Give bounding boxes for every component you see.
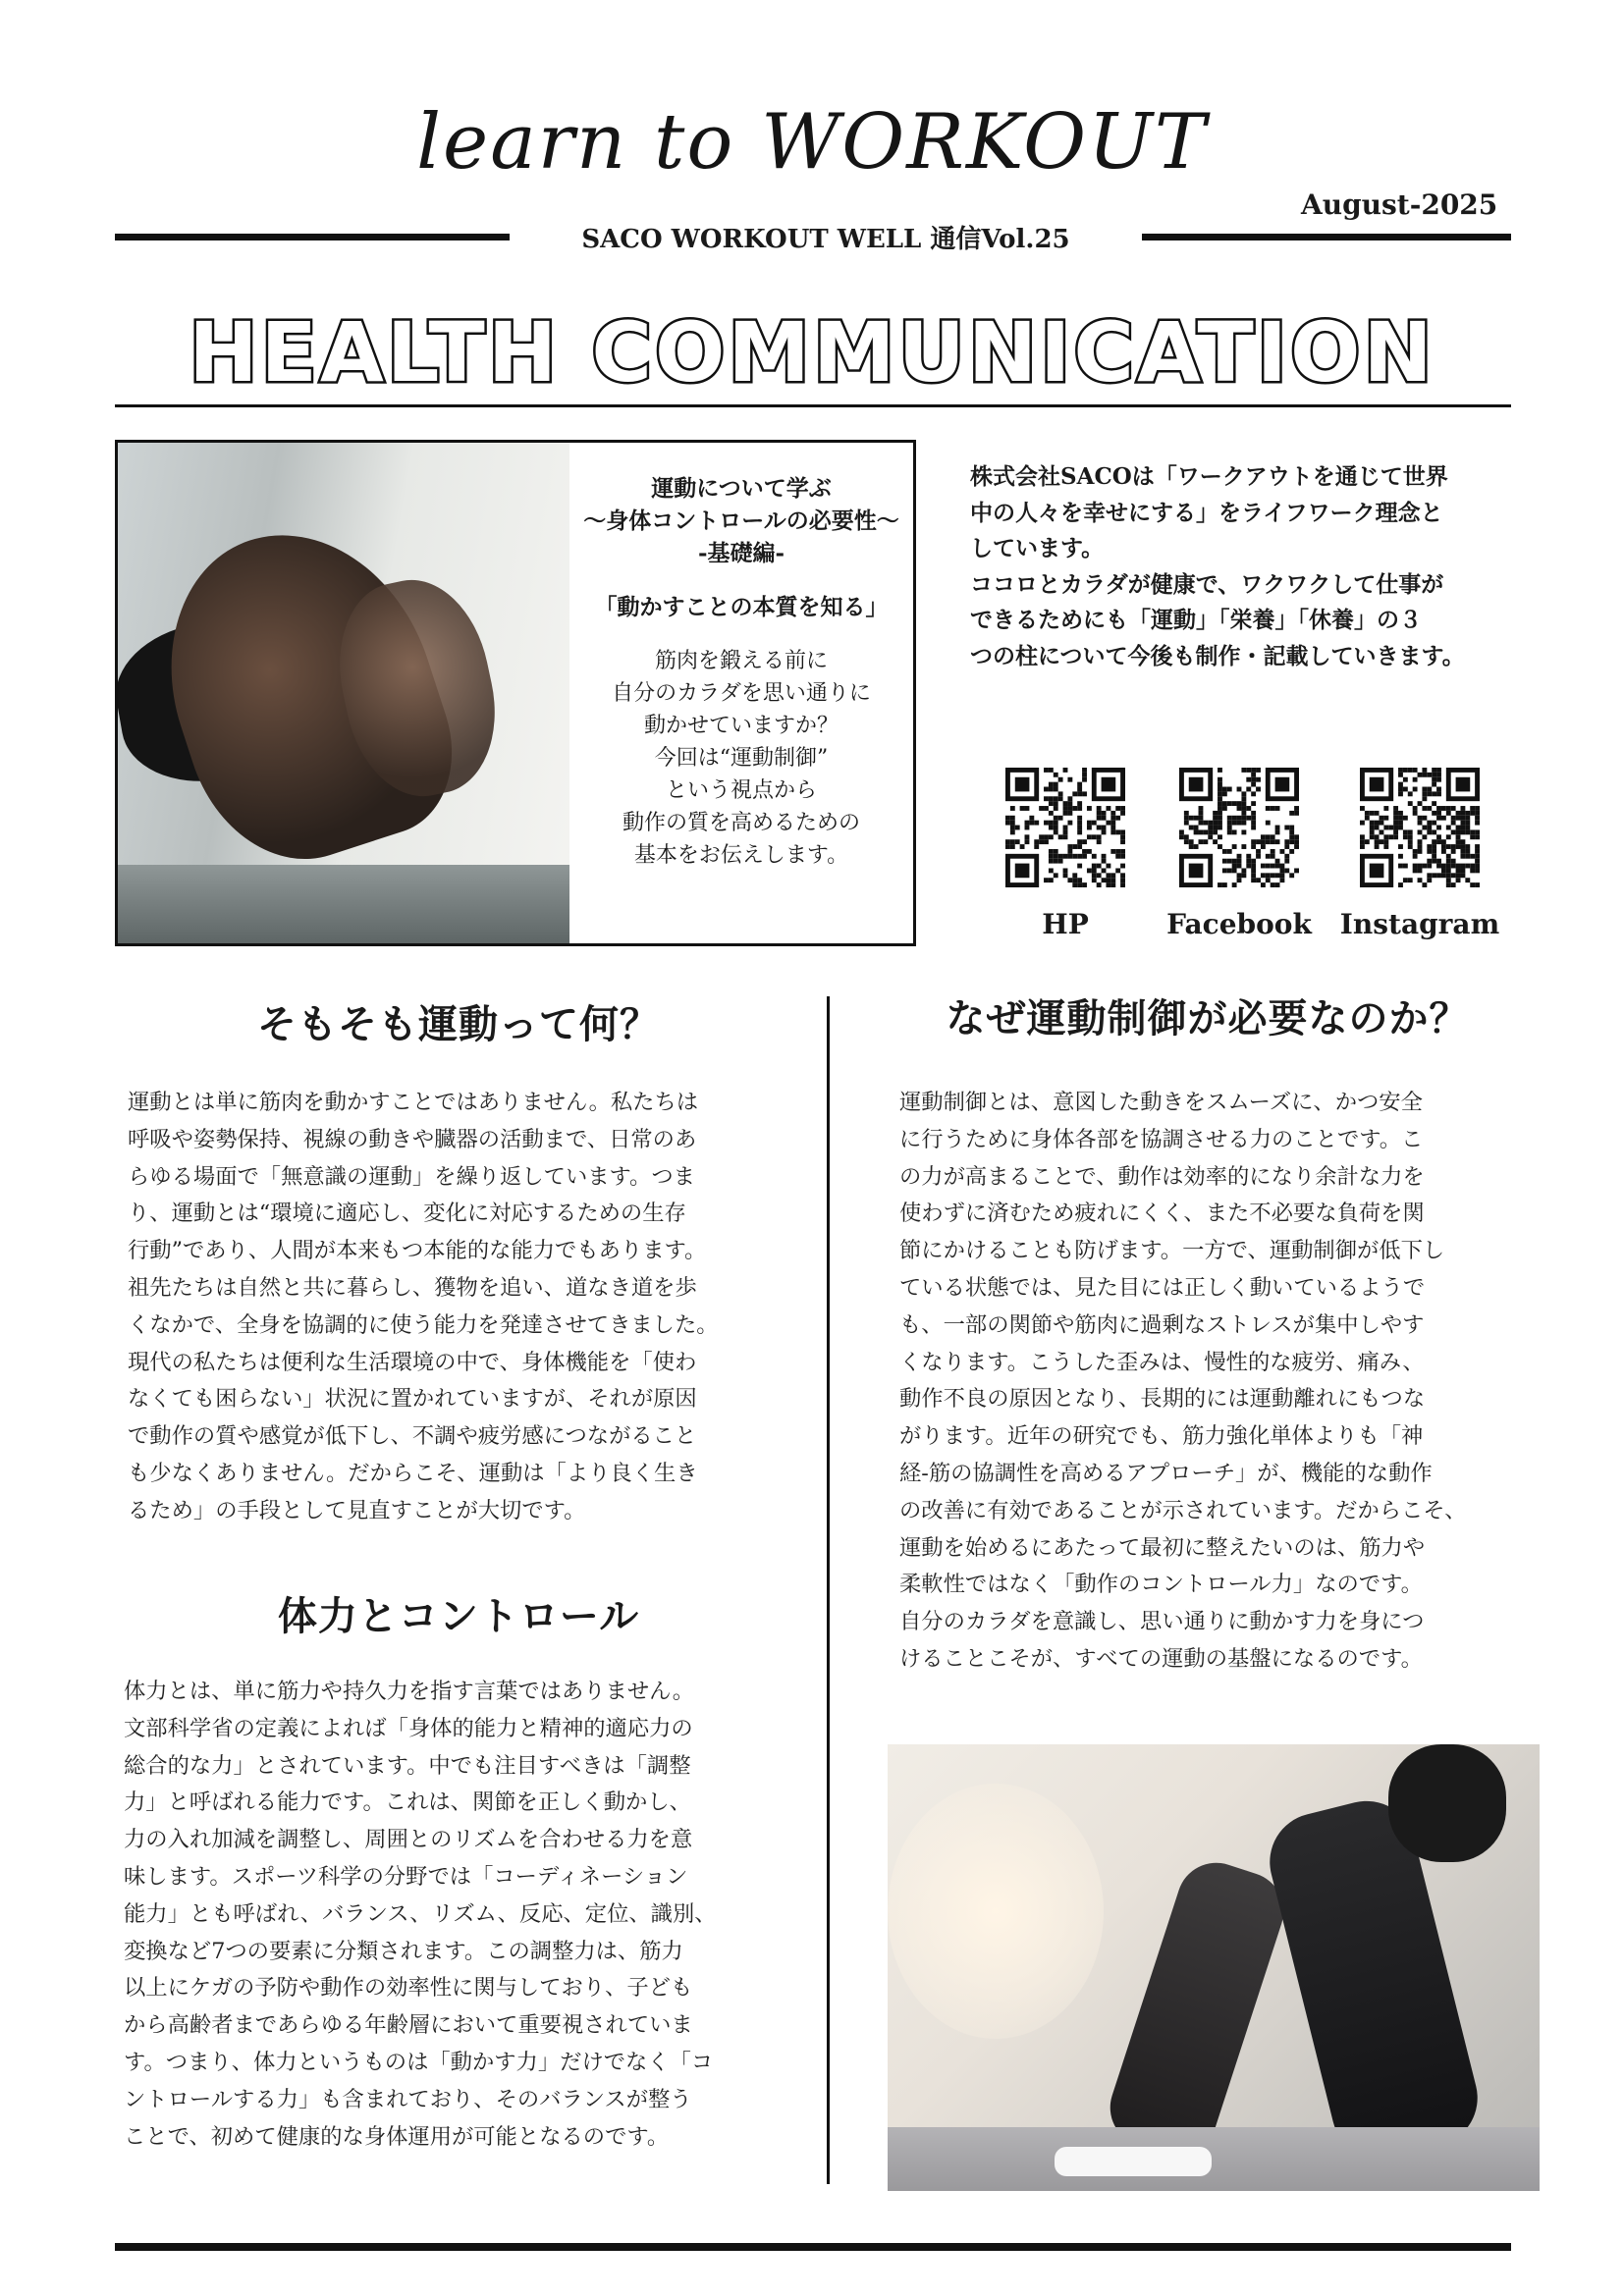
hero-line: 〜身体コントロールの必要性〜 bbox=[583, 507, 899, 534]
qr-code-icon[interactable] bbox=[1360, 768, 1480, 887]
qr-label-instagram: Instagram bbox=[1339, 908, 1500, 940]
qr-code-icon[interactable] bbox=[1179, 768, 1299, 887]
hero-line: -基礎編- bbox=[697, 540, 785, 566]
footer-rule bbox=[115, 2243, 1511, 2251]
section-body-why-motor-control: 運動制御とは、意図した動きをスムーズに、かつ安全 に行うために身体各部を協調させる力のことです。こ の力が高まることで、動作は効率的になり余計な力を 使わずに済むため疲れにくく、また不必要な負荷を関 節にかけることも防げます。一方で、運動制御が低下し ている状態では、見た目には正しく動いているようで も、一部の関節や筋肉に過剰なストレスが集中しやす くなります。こうした歪みは、慢性的な疲労、痛み、 動作不良の原因となり、長期的には運動離れにもつな がります。近年の研究でも、筋力強化単体よりも「神 経-筋の協調性を高めるアプローチ」が、機能的な動作 の改善に有効であることが示されています。だからこそ、 運動を始めるにあたって最初に整えたいのは、筋力や 柔軟性ではなく「動作のコントロール力」なのです。 自分のカラダを意識し、思い通りに動かす力を身につ けることこそが、すべての運動の基盤になるのです。 bbox=[899, 1090, 1467, 1672]
hero-line: 「動かすことの本質を知る」 bbox=[594, 594, 889, 620]
hero-feature-box bbox=[115, 440, 916, 946]
newsletter-subtitle: SACO WORKOUT WELL 通信Vol.25 bbox=[581, 225, 1070, 254]
intro-line: つの柱について今後も制作・記載していきます。 bbox=[970, 642, 1465, 669]
qr-label-facebook: Facebook bbox=[1166, 908, 1312, 940]
intro-line: しています。 bbox=[970, 535, 1105, 561]
column-divider bbox=[827, 996, 830, 2184]
section-body-what-is-exercise: 運動とは単に筋肉を動かすことではありません。私たちは 呼吸や姿勢保持、視線の動きや臓器の活動まで、日常のあ らゆる場面で「無意識の運動」を繰り返しています。つま り、運動とは“環境に適応し、変化に対応するための生存 行動”であり、人間が本来もつ本能的な能力でもあります。 祖先たちは自然と共に暮らし、獲物を追い、道なき道を歩 くなかで、全身を協調的に使う能力を発達させてきました。 現代の私たちは便利な生活環境の中で、身体機能を「使わ なくても困らない」状況に置かれていますが、それが原因 で動作の質や感覚が低下し、不調や疲労感につながること も少なくありません。だからこそ、運動は「より良く生き るため」の手段として見直すことが大切です。 bbox=[128, 1090, 719, 1523]
hero-line: 筋肉を鍛える前に bbox=[654, 649, 828, 673]
hero-line: 動作の質を高めるための bbox=[622, 811, 860, 835]
headline-rule bbox=[115, 404, 1511, 407]
yoga-class-photo bbox=[888, 1744, 1540, 2191]
hero-line: 基本をお伝えします。 bbox=[633, 843, 849, 868]
intro-line: できるためにも「運動」「栄養」「休養」の３ bbox=[970, 607, 1422, 633]
issue-date: August-2025 bbox=[1301, 188, 1498, 221]
hero-line: 運動について学ぶ bbox=[651, 475, 832, 502]
hero-line: 自分のカラダを思い通りに bbox=[612, 681, 871, 706]
section-body-fitness-control: 体力とは、単に筋力や持久力を指す言葉ではありません。 文部科学省の定義によれば「身体的能力と精神的適応力の 総合的な力」とされています。中でも注目すべきは「調整 力」と呼ばれる能力です。これは、関節を正しく動かし、 力の入れ加減を調整し、周囲とのリズムを合わせる力を意 味します。スポーツ科学の分野では「コーディネーション 能力」とも呼ばれ、バランス、リズム、反応、定位、識別、 変換など7つの要素に分類されます。この調整力は、筋力 以上にケガの予防や動作の効率性に関与しており、子ども から高齢者まであらゆる年齢層において重要視されていま す。つまり、体力というものは「動かす力」だけでなく「コ ントロールする力」も含まれており、そのバランスが整う ことで、初めて健康的な身体運用が可能となるのです。 bbox=[124, 1679, 717, 2150]
qr-code-icon[interactable] bbox=[1005, 768, 1125, 887]
hero-line: という視点から bbox=[665, 778, 817, 803]
section-title-fitness-control: 体力とコントロール bbox=[277, 1593, 640, 1639]
masthead-rule-left bbox=[115, 234, 510, 240]
intro-line: ココロとカラダが健康で、ワクワクして仕事が bbox=[970, 570, 1444, 598]
intro-line: 株式会社SACOは「ワークアウトを通じて世界 bbox=[970, 463, 1448, 490]
hero-text bbox=[579, 472, 903, 872]
hero-line: 今回は“運動制御” bbox=[654, 746, 829, 771]
newsletter-title: learn to WORKOUT bbox=[416, 98, 1208, 187]
section-title-what-is-exercise: そもそも運動って何？ bbox=[257, 1001, 660, 1047]
intro-line: 中の人々を幸せにする」をライフワーク理念と bbox=[970, 499, 1443, 526]
qr-label-hp: HP bbox=[1042, 908, 1089, 940]
plank-workout-photo bbox=[118, 443, 569, 943]
hero-line: 動かせていますか？ bbox=[643, 714, 839, 738]
masthead-rule-right bbox=[1142, 234, 1511, 240]
headline: HEALTH COMMUNICATION bbox=[189, 304, 1435, 400]
company-intro bbox=[970, 459, 1510, 674]
section-title-why-motor-control: なぜ運動制御が必要なのか？ bbox=[946, 995, 1470, 1041]
